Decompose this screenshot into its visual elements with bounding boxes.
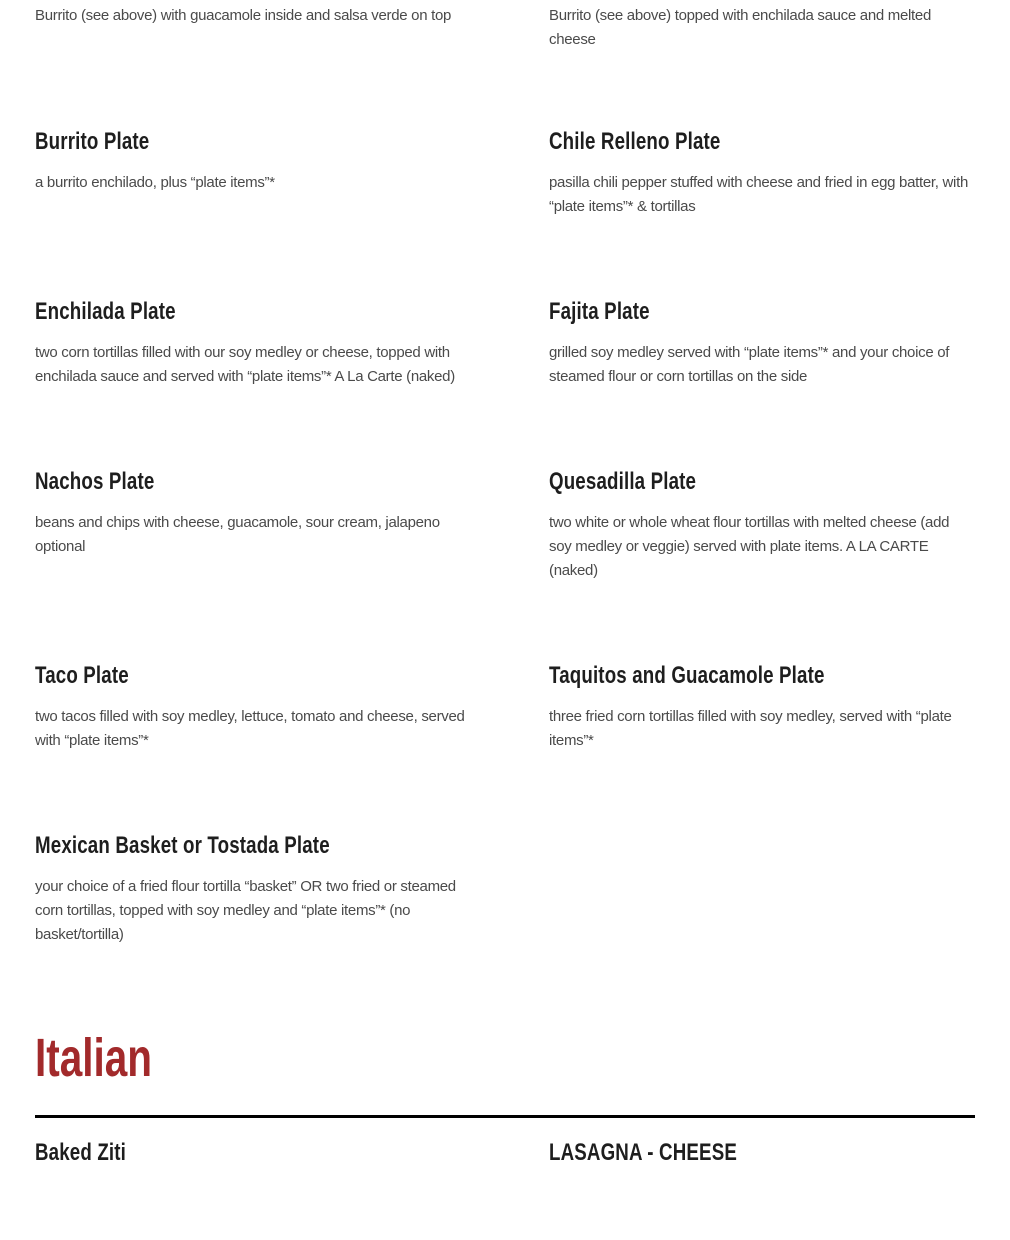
item-description: Burrito (see above) topped with enchilada sauce and melted cheese — [549, 7, 932, 48]
menu-cell-empty — [549, 829, 975, 947]
section-title-italian: Italian — [35, 1028, 153, 1088]
menu-item-enchilada-plate — [35, 295, 475, 389]
menu-item-quesadilla-plate — [549, 465, 975, 583]
item-name: Mexican Basket or Tostada Plate — [35, 832, 330, 859]
menu-item-burrito-plate — [35, 125, 475, 219]
item-name: Nachos Plate — [35, 468, 155, 495]
menu-row-carryover — [35, 4, 975, 52]
item-description: Burrito (see above) with guacamole inside and salsa verde on top — [35, 7, 452, 24]
item-name: LASAGNA - CHEESE — [549, 1139, 737, 1166]
menu-item-lasagna-cheese — [549, 1136, 975, 1182]
item-name: Fajita Plate — [549, 298, 650, 325]
item-description: two white or whole wheat flour tortillas with melted cheese (add soy medley or veggie) served with plate items. A LA CARTE (naked) — [549, 514, 950, 579]
item-description: a burrito enchilado, plus “plate items”* — [35, 174, 275, 191]
item-description: two corn tortillas filled with our soy medley or cheese, topped with enchilada sauce and served with “plate items”* A La Carte (naked) — [35, 344, 455, 385]
item-name: Burrito Plate — [35, 128, 150, 155]
item-description: grilled soy medley served with “plate items”* and your choice of steamed flour or corn tortillas on the side — [549, 344, 950, 385]
menu-row — [35, 465, 975, 583]
menu-item-nachos-plate — [35, 465, 475, 583]
menu-row — [35, 1136, 975, 1182]
item-description: two tacos filled with soy medley, lettuce, tomato and cheese, served with “plate items”* — [35, 708, 465, 749]
menu-item-taco-plate — [35, 659, 475, 753]
menu-row — [35, 829, 975, 947]
item-name: Quesadilla Plate — [549, 468, 697, 495]
menu-row — [35, 295, 975, 389]
menu-item-baked-ziti — [35, 1136, 475, 1182]
item-name: Baked Ziti — [35, 1139, 127, 1166]
item-description: your choice of a fried flour tortilla “basket” OR two fried or steamed corn tortillas, topped with soy medley and “plate items”* (no basket/tortilla) — [35, 878, 456, 943]
item-description: three fried corn tortillas filled with soy medley, served with “plate items”* — [549, 708, 952, 749]
menu-item-chile-relleno-plate — [549, 125, 975, 219]
menu-row — [35, 125, 975, 219]
item-name: Chile Relleno Plate — [549, 128, 721, 155]
menu-item-fajita-plate — [549, 295, 975, 389]
menu-item-mexican-basket-tostada-plate — [35, 829, 475, 947]
menu-row — [35, 659, 975, 753]
item-name: Taco Plate — [35, 662, 129, 689]
section-divider — [35, 1115, 975, 1118]
item-description: pasilla chili pepper stuffed with cheese and fried in egg batter, with “plate items”* & tortillas — [549, 174, 968, 215]
item-name: Enchilada Plate — [35, 298, 176, 325]
menu-item-taquitos-guacamole-plate — [549, 659, 975, 753]
item-description: beans and chips with cheese, guacamole, sour cream, jalapeno optional — [35, 514, 440, 555]
item-name: Taquitos and Guacamole Plate — [549, 662, 825, 689]
